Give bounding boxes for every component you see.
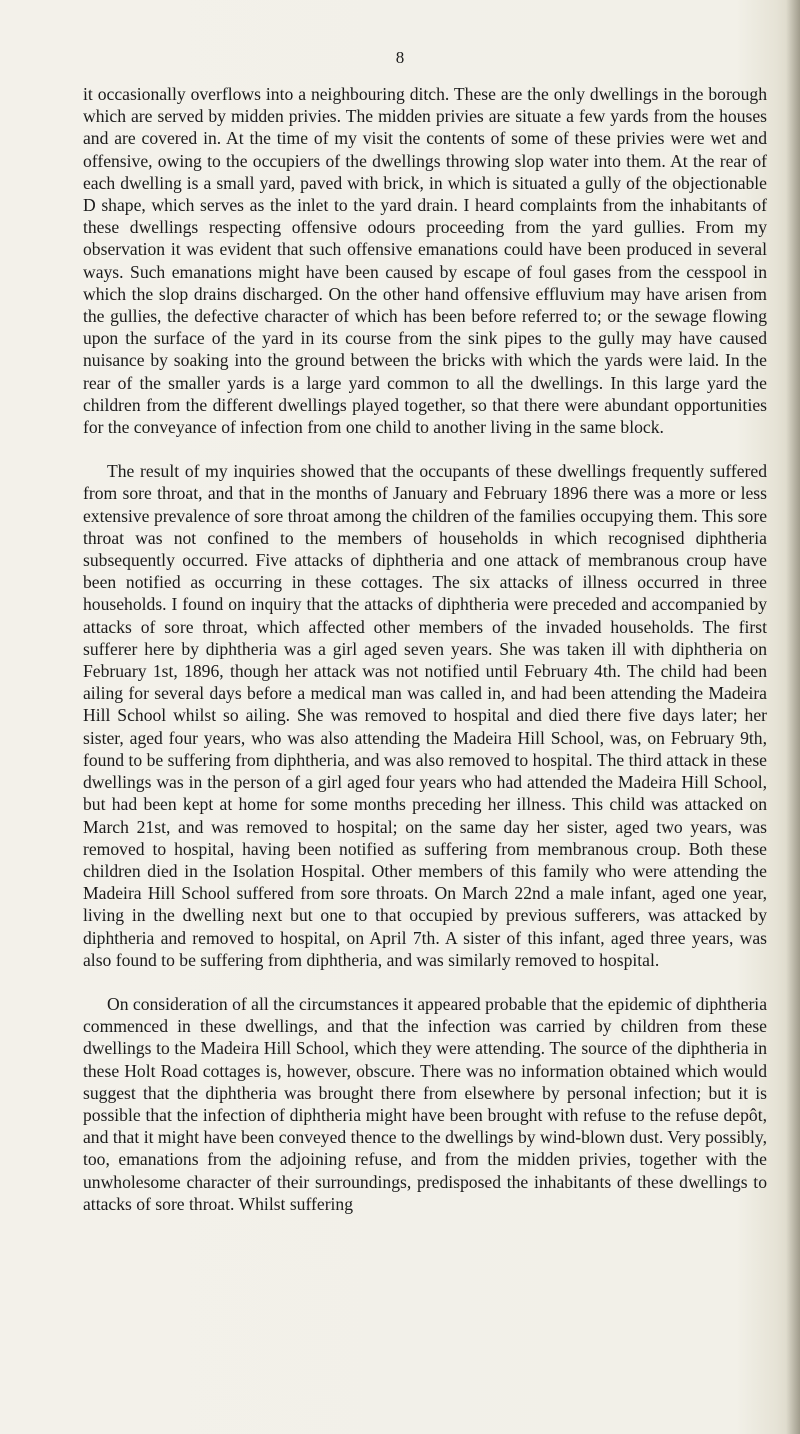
paragraph-consideration: On consideration of all the circumstances it appeared probable that the epidemic of diphtheria commenced in these dwellings, and that the infection was carried by children from these dwellings to the Madeira Hill School, which they were attending. The source of the diphtheria in these Holt Road cottages is, however, obscure. There was no information obtained which would suggest that the diphtheria was brought there from elsewhere by personal infection; but it is possible that the infection of diphtheria might have been brought with refuse to the refuse depôt, and that it might have been conveyed thence to the dwellings by wind-blown dust. Very possibly, too, emanations from the adjoining refuse, and from the midden privies, together with the unwholesome character of their surroundings, predisposed the inhabitants of these dwellings to attacks of sore throat. Whilst suffering [83,993,768,1214]
paragraph-gap [83,971,767,993]
paragraph-gap [83,438,767,460]
body-text [83,83,767,1215]
page-number: 8 [395,48,405,67]
paragraph-inquiry-results: The result of my inquiries showed that the occupants of these dwellings frequently suffered from sore throat, and that in the months of January and February 1896 there was a more or less extensive prevalence of sore throat among the children of the families occupying them. This sore throat was not confined to the members of households in which recognised diphtheria subsequently occurred. Five attacks of diphtheria and one attack of membranous croup have been notified as occurring in these cottages. The six attacks of illness occurred in three households. I found on inquiry that the attacks of diphtheria were preceded and accompanied by attacks of sore throat, which affected other members of the invaded households. The first sufferer here by diphtheria was a girl aged seven years. She was taken ill with diphtheria on February 1st, 1896, though her attack was not notified until February 4th. The child had been ailing for several days before a medical man was called in, and had been attending the Madeira Hill School whilst so ailing. She was removed to hospital and died there five days later; her sister, aged four years, who was also attending the Madeira Hill School, was, on February 9th, found to be suffering from diphtheria, and was also removed to hospital. The third attack in these dwellings was in the person of a girl aged four years who had attended the Madeira Hill School, but had been kept at home for some months preceding her illness. This child was attacked on March 21st, and was removed to hospital; on the same day her sister, aged two years, was removed to hospital, having been notified as suffering from membranous croup. Both these children died in the Isolation Hospital. Other members of this family who were attending the Madeira Hill School suffered from sore throats. On March 22nd a male infant, aged one year, living in the dwelling next but one to that occupied by previous sufferers, was attacked by diphtheria and removed to hospital, on April 7th. A sister of this infant, aged three years, was also found to be suffering from diphtheria, and was similarly removed to hospital. [83,461,767,970]
paragraph-privies-and-yards: it occasionally overflows into a neighbouring ditch. These are the only dwellings in the borough which are served by midden privies. The midden privies are situate a few yards from the houses and are covered in. At the time of my visit the contents of some of these privies were wet and offensive, owing to the occupiers of the dwellings throwing slop water into them. At the rear of each dwelling is a small yard, paved with brick, in which is situated a gully of the objectionable D shape, which serves as the inlet to the yard drain. I heard complaints from the inhabitants of these dwellings respecting offensive odours proceeding from the yard gullies. From my observation it was evident that such offensive emanations could have been produced in several ways. Such emanations might have been caused by escape of foul gases from the cesspool in which the slop drains discharged. On the other hand offensive effluvium may have arisen from the gullies, the defective character of which has been before referred to; or the sewage flowing upon the surface of the yard in its course from the sink pipes to the gully may have caused nuisance by soaking into the ground between the bricks with which the yards were laid. In the rear of the smaller yards is a large yard common to all the dwellings. In this large yard the children from the different dwellings played together, so that there were abundant opportunities for the conveyance of infection from one child to another living in the same block. [83,84,767,438]
page-edge-shadow [786,0,800,1434]
